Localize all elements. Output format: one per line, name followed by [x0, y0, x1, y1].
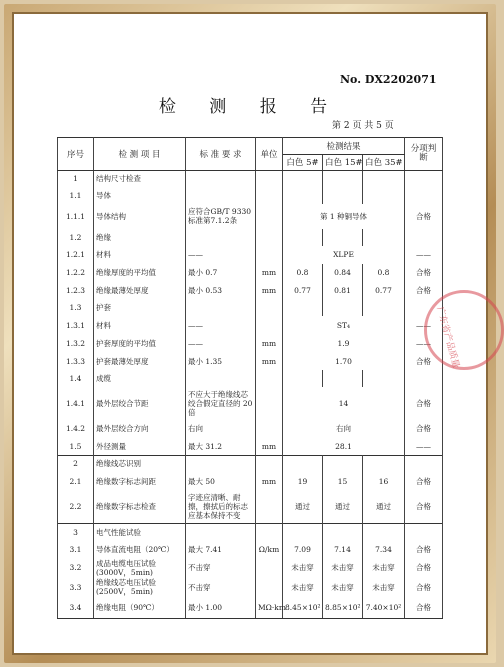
row-item: 绝缘电阻（90℃） — [94, 597, 186, 618]
row-result-2 — [323, 300, 363, 317]
row-item: 绝缘厚度的平均值 — [94, 264, 186, 282]
row-seq: 3.4 — [58, 597, 94, 618]
row-result-3: 16 — [363, 472, 405, 490]
row-item: 绝缘最薄处厚度 — [94, 282, 186, 300]
row-result-merged: ST₄ — [283, 316, 405, 334]
row-result-1 — [283, 370, 323, 387]
table-row — [58, 524, 443, 541]
row-result-2: 15 — [323, 472, 363, 490]
row-result-2: 0.81 — [323, 282, 363, 300]
row-item: 电气性能试验 — [94, 524, 186, 541]
table-row — [58, 597, 443, 618]
row-standard: 不击穿 — [186, 577, 256, 597]
row-result-1 — [283, 170, 323, 187]
row-result-3: 0.8 — [363, 264, 405, 282]
row-seq: 1.2.1 — [58, 246, 94, 264]
row-result-3 — [363, 187, 405, 204]
row-standard: 最小 1.35 — [186, 352, 256, 370]
row-verdict — [405, 370, 443, 387]
row-standard: 最大 31.2 — [186, 437, 256, 455]
row-standard: 不击穿 — [186, 558, 256, 577]
row-unit: mm — [256, 472, 283, 490]
row-result-3 — [363, 300, 405, 317]
table-row — [58, 170, 443, 187]
row-verdict: 合格 — [405, 352, 443, 370]
row-unit: mm — [256, 334, 283, 352]
row-item: 材料 — [94, 316, 186, 334]
row-result-1 — [283, 187, 323, 204]
table-row — [58, 490, 443, 524]
row-unit: MΩ·km — [256, 597, 283, 618]
row-unit — [256, 300, 283, 317]
row-standard: 不应大于绝缘线芯绞合假定直径的 20 倍 — [186, 387, 256, 421]
row-seq: 1.4 — [58, 370, 94, 387]
table-row — [58, 187, 443, 204]
row-unit — [256, 558, 283, 577]
row-item: 绝缘 — [94, 229, 186, 246]
report-title: 检 测 报 告 — [158, 97, 342, 117]
row-result-2: 通过 — [323, 490, 363, 524]
row-unit — [256, 387, 283, 421]
row-unit — [256, 229, 283, 246]
row-result-3: 7.40×10² — [363, 597, 405, 618]
row-seq: 2 — [58, 455, 94, 472]
row-item: 结构尺寸检查 — [94, 170, 186, 187]
header-sample-3: 白色 35# — [363, 154, 405, 170]
row-result-3 — [363, 170, 405, 187]
table-row — [58, 334, 443, 352]
row-item: 成缆 — [94, 370, 186, 387]
row-unit — [256, 421, 283, 438]
row-standard: 最小 0.7 — [186, 264, 256, 282]
row-seq: 1 — [58, 170, 94, 187]
header-standard: 标 准 要 求 — [186, 138, 256, 171]
row-verdict: 合格 — [405, 540, 443, 558]
row-verdict — [405, 524, 443, 541]
row-verdict: 合格 — [405, 421, 443, 438]
row-standard: 字迹应清晰、耐擦，擦拭后的标志应基本保持不变 — [186, 490, 256, 524]
row-unit: mm — [256, 437, 283, 455]
row-seq: 1.1 — [58, 187, 94, 204]
row-item: 最外层绞合节距 — [94, 387, 186, 421]
row-seq: 3.3 — [58, 577, 94, 597]
row-item: 绝缘线芯识别 — [94, 455, 186, 472]
header-unit: 单位 — [256, 138, 283, 171]
row-seq: 1.3 — [58, 300, 94, 317]
row-result-merged: 28.1 — [283, 437, 405, 455]
row-result-1: 通过 — [283, 490, 323, 524]
table-row — [58, 455, 443, 472]
row-standard: 右向 — [186, 421, 256, 438]
row-item: 成品电缆电压试验(3000V，5min) — [94, 558, 186, 577]
row-standard — [186, 455, 256, 472]
header-seq: 序号 — [58, 138, 94, 171]
row-seq: 1.2.2 — [58, 264, 94, 282]
inspection-table — [57, 137, 443, 619]
row-verdict: —— — [405, 334, 443, 352]
row-unit — [256, 316, 283, 334]
row-standard — [186, 524, 256, 541]
row-standard: 最小 1.00 — [186, 597, 256, 618]
row-result-2 — [323, 229, 363, 246]
row-result-2: 未击穿 — [323, 577, 363, 597]
row-result-merged: 1.70 — [283, 352, 405, 370]
row-result-1 — [283, 300, 323, 317]
row-result-1: 未击穿 — [283, 577, 323, 597]
seal-lettering: 广东省产品质量 — [434, 305, 461, 370]
row-item: 绝缘线芯电压试验(2500V，5min) — [94, 577, 186, 597]
row-result-3 — [363, 524, 405, 541]
row-item: 绝缘数字标志检查 — [94, 490, 186, 524]
header-item: 检 测 项 目 — [94, 138, 186, 171]
row-unit: Ω/km — [256, 540, 283, 558]
document-number: No. DX2202071 — [340, 73, 437, 86]
header-verdict: 分项判断 — [405, 138, 443, 171]
row-result-3: 7.34 — [363, 540, 405, 558]
row-seq: 1.3.2 — [58, 334, 94, 352]
row-result-3: 未击穿 — [363, 558, 405, 577]
row-standard: 应符合GB/T 9330标准第7.1.2条 — [186, 204, 256, 229]
page-info: 第 2 页 共 5 页 — [332, 121, 394, 131]
row-result-3: 通过 — [363, 490, 405, 524]
row-unit — [256, 524, 283, 541]
row-unit — [256, 455, 283, 472]
row-item: 绝缘数字标志间距 — [94, 472, 186, 490]
row-seq: 1.3.3 — [58, 352, 94, 370]
table-row — [58, 540, 443, 558]
row-verdict: 合格 — [405, 472, 443, 490]
row-seq: 1.3.1 — [58, 316, 94, 334]
row-seq: 1.5 — [58, 437, 94, 455]
row-item: 最外层绞合方向 — [94, 421, 186, 438]
row-result-merged: XLPE — [283, 246, 405, 264]
row-item: 护套最薄处厚度 — [94, 352, 186, 370]
row-verdict: 合格 — [405, 204, 443, 229]
row-item: 导体结构 — [94, 204, 186, 229]
row-standard: —— — [186, 246, 256, 264]
header-sample-1: 白色 5# — [283, 154, 323, 170]
row-result-merged: 1.9 — [283, 334, 405, 352]
table-body — [58, 170, 443, 618]
row-verdict — [405, 187, 443, 204]
row-result-2: 0.84 — [323, 264, 363, 282]
row-result-merged: 右向 — [283, 421, 405, 438]
row-seq: 1.4.1 — [58, 387, 94, 421]
row-seq: 2.2 — [58, 490, 94, 524]
row-result-2 — [323, 524, 363, 541]
table-row — [58, 246, 443, 264]
row-result-3: 未击穿 — [363, 577, 405, 597]
row-result-1: 未击穿 — [283, 558, 323, 577]
row-result-2: 8.85×10² — [323, 597, 363, 618]
header-results: 检测结果 — [283, 138, 405, 155]
row-seq: 2.1 — [58, 472, 94, 490]
row-standard: 最大 50 — [186, 472, 256, 490]
table-row — [58, 264, 443, 282]
row-result-3 — [363, 370, 405, 387]
row-unit: mm — [256, 352, 283, 370]
table-row — [58, 437, 443, 455]
row-item: 导体直流电阻（20℃） — [94, 540, 186, 558]
row-standard — [186, 370, 256, 387]
row-item: 外径测量 — [94, 437, 186, 455]
row-standard: 最小 0.53 — [186, 282, 256, 300]
row-verdict: 合格 — [405, 558, 443, 577]
row-unit: mm — [256, 264, 283, 282]
row-result-3: 0.77 — [363, 282, 405, 300]
row-result-1 — [283, 524, 323, 541]
row-standard: 最大 7.41 — [186, 540, 256, 558]
row-result-2 — [323, 187, 363, 204]
table-row — [58, 316, 443, 334]
row-verdict — [405, 455, 443, 472]
row-result-merged: 14 — [283, 387, 405, 421]
row-verdict: 合格 — [405, 282, 443, 300]
row-verdict: 合格 — [405, 597, 443, 618]
row-unit — [256, 204, 283, 229]
table-row — [58, 300, 443, 317]
row-standard — [186, 229, 256, 246]
row-seq: 1.1.1 — [58, 204, 94, 229]
row-result-1 — [283, 455, 323, 472]
row-unit — [256, 490, 283, 524]
row-verdict: 合格 — [405, 387, 443, 421]
row-item: 护套厚度的平均值 — [94, 334, 186, 352]
row-result-2: 7.14 — [323, 540, 363, 558]
row-seq: 3.1 — [58, 540, 94, 558]
row-unit — [256, 246, 283, 264]
table-row — [58, 352, 443, 370]
header-sample-2: 白色 15# — [323, 154, 363, 170]
row-result-1: 19 — [283, 472, 323, 490]
row-verdict: —— — [405, 437, 443, 455]
row-verdict: —— — [405, 246, 443, 264]
table-row — [58, 558, 443, 577]
row-verdict: —— — [405, 316, 443, 334]
row-standard: —— — [186, 334, 256, 352]
row-standard — [186, 170, 256, 187]
row-verdict: 合格 — [405, 490, 443, 524]
row-verdict — [405, 229, 443, 246]
row-result-3 — [363, 229, 405, 246]
row-seq: 1.2.3 — [58, 282, 94, 300]
table-row — [58, 387, 443, 421]
row-verdict — [405, 170, 443, 187]
table-row — [58, 204, 443, 229]
row-item: 导体 — [94, 187, 186, 204]
row-standard — [186, 187, 256, 204]
table-row — [58, 472, 443, 490]
row-result-1: 8.45×10² — [283, 597, 323, 618]
row-item: 护套 — [94, 300, 186, 317]
row-result-1 — [283, 229, 323, 246]
row-verdict: 合格 — [405, 264, 443, 282]
row-unit: mm — [256, 282, 283, 300]
row-standard: —— — [186, 316, 256, 334]
row-result-2 — [323, 170, 363, 187]
row-seq: 3 — [58, 524, 94, 541]
table-row — [58, 282, 443, 300]
row-result-2 — [323, 370, 363, 387]
row-seq: 1.4.2 — [58, 421, 94, 438]
row-standard — [186, 300, 256, 317]
row-unit — [256, 187, 283, 204]
table-row — [58, 229, 443, 246]
table-row — [58, 370, 443, 387]
row-seq: 3.2 — [58, 558, 94, 577]
row-result-3 — [363, 455, 405, 472]
row-result-1: 0.8 — [283, 264, 323, 282]
row-result-merged: 第 1 种铜导体 — [283, 204, 405, 229]
row-result-2 — [323, 455, 363, 472]
row-unit — [256, 577, 283, 597]
row-result-2: 未击穿 — [323, 558, 363, 577]
table-row — [58, 577, 443, 597]
row-unit — [256, 370, 283, 387]
row-seq: 1.2 — [58, 229, 94, 246]
table-row — [58, 421, 443, 438]
row-verdict: 合格 — [405, 577, 443, 597]
row-result-1: 0.77 — [283, 282, 323, 300]
row-result-1: 7.09 — [283, 540, 323, 558]
row-unit — [256, 170, 283, 187]
row-item: 材料 — [94, 246, 186, 264]
official-seal — [424, 290, 504, 370]
